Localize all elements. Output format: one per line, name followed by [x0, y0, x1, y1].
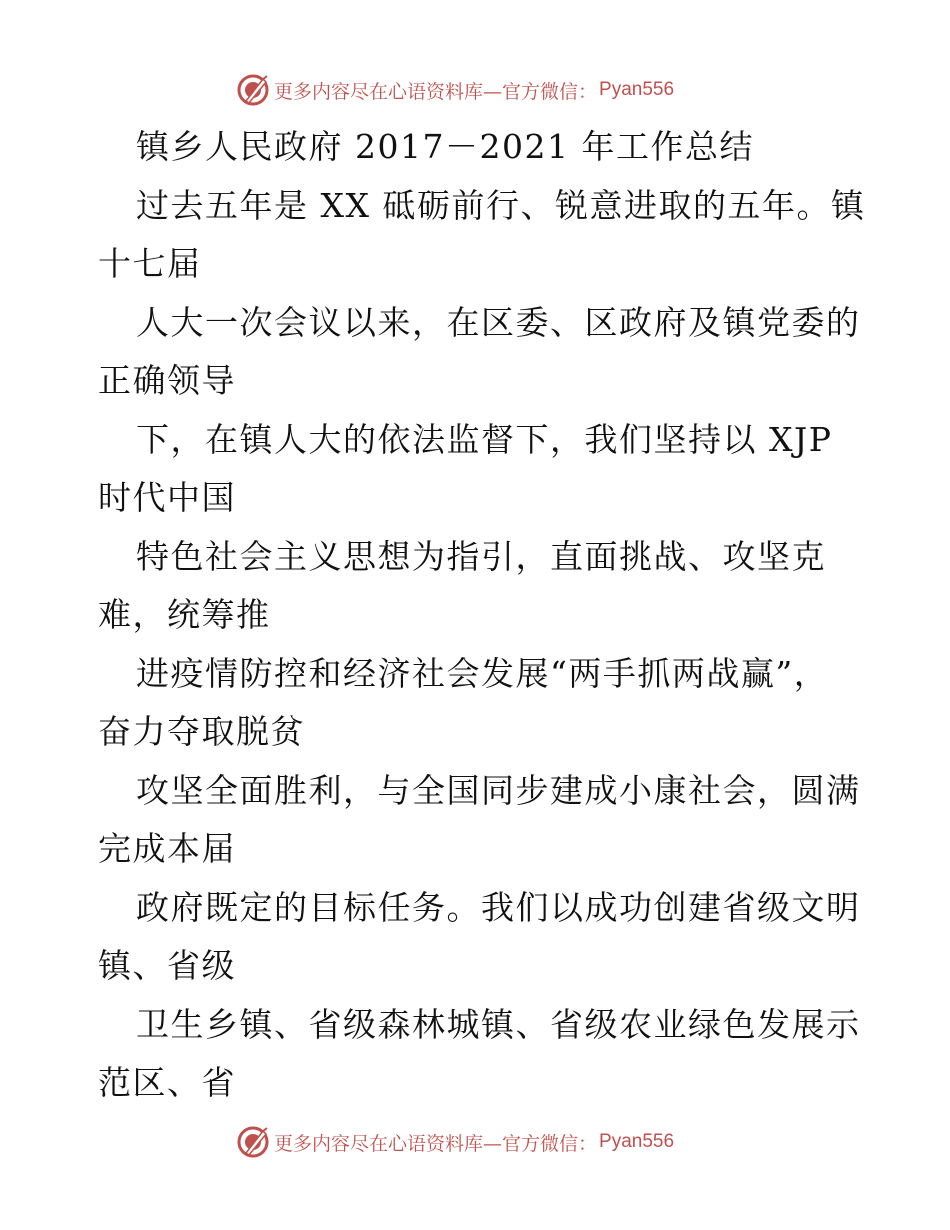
text-line: 范区、省 [98, 1063, 236, 1102]
text-line: 下，在镇人大的依法监督下，我们坚持以 XJP [136, 419, 833, 459]
text-line: 十七届 [98, 244, 202, 283]
text-line: 正确领导 [98, 361, 236, 400]
text-line: 奋力夺取脱贫 [98, 712, 305, 751]
text-line: 政府既定的目标任务。我们以成功创建省级文明 [136, 887, 861, 927]
watermark-wechat-id: Pyan556 [599, 1131, 675, 1152]
watermark-text: 更多内容尽在心语资料库—官方微信： [274, 1132, 598, 1155]
footer-watermark [236, 1124, 756, 1160]
watermark-text: 更多内容尽在心语资料库—官方微信： [274, 80, 598, 103]
text-line: 特色社会主义思想为指引，直面挑战、攻坚克 [136, 536, 826, 576]
header-watermark [236, 72, 756, 108]
text-line: 完成本届 [98, 829, 236, 868]
quill-logo-icon [236, 1125, 270, 1159]
text-line: 难，统筹推 [98, 595, 271, 634]
document-body [98, 118, 868, 1113]
text-line: 卫生乡镇、省级森林城镇、省级农业绿色发展示 [136, 1004, 861, 1044]
text-line: 进疫情防控和经济社会发展“两手抓两战赢”， [136, 653, 829, 693]
text-line: 人大一次会议以来，在区委、区政府及镇党委的 [136, 302, 861, 342]
text-line: 时代中国 [98, 478, 236, 517]
quill-logo-icon [236, 73, 270, 107]
text-line: 镇、省级 [98, 946, 236, 985]
watermark-wechat-id: Pyan556 [599, 79, 675, 100]
document-title: 镇乡人民政府 2017－2021 年工作总结 [136, 127, 754, 166]
text-line: 攻坚全面胜利，与全国同步建成小康社会，圆满 [136, 770, 861, 810]
text-line: 过去五年是 XX 砥砺前行、锐意进取的五年。镇 [136, 185, 866, 225]
